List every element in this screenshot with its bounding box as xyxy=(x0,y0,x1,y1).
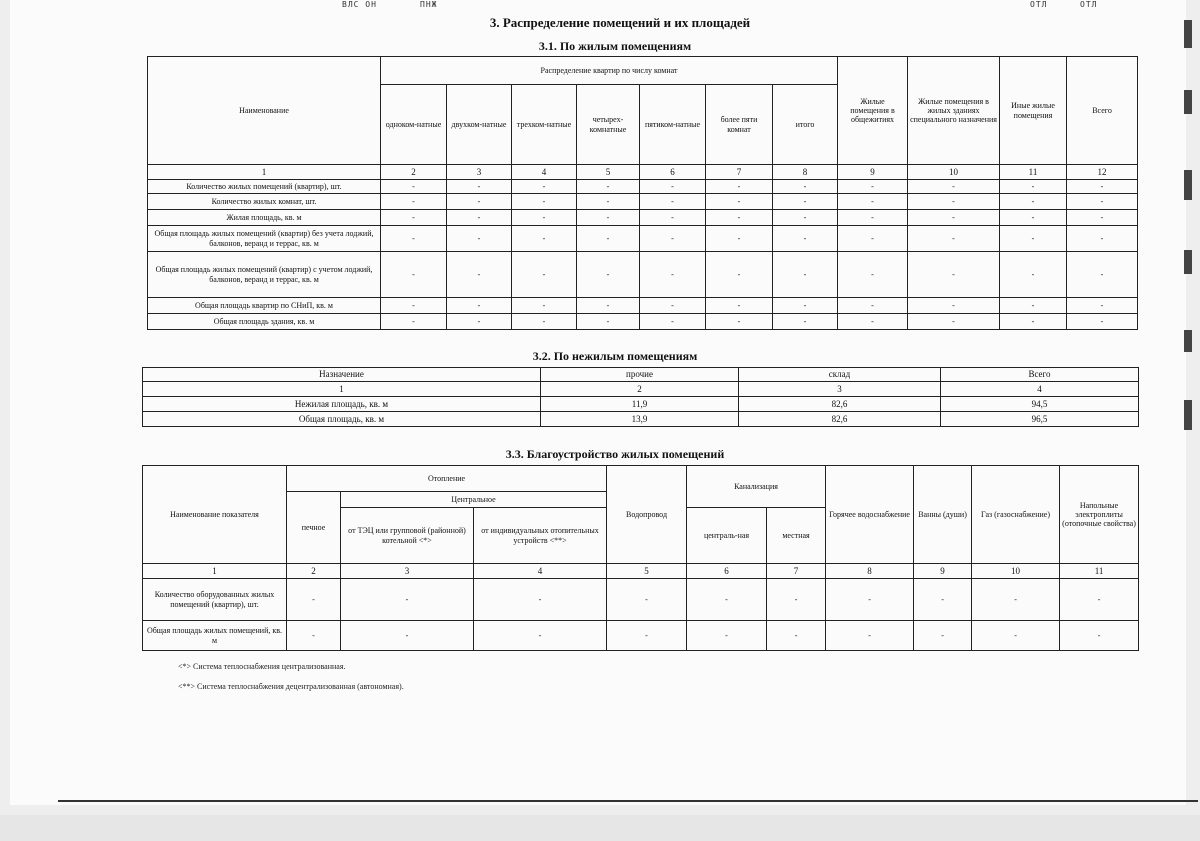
footnote: <*> Система теплоснабжения централизованная. xyxy=(178,662,346,671)
header-rooms-total: итого xyxy=(773,85,838,165)
header-storage: склад xyxy=(739,368,941,382)
table-cell: - xyxy=(773,314,838,330)
table-cell: - xyxy=(838,194,908,210)
bottom-rule xyxy=(58,800,1198,802)
scan-edge-mark xyxy=(1184,400,1192,430)
column-number: 8 xyxy=(773,165,838,180)
row-label: Общая площадь здания, кв. м xyxy=(148,314,381,330)
table-cell: - xyxy=(640,210,706,226)
table-cell: - xyxy=(838,226,908,252)
table-cell: - xyxy=(914,579,972,621)
header-rooms-4: четырех-комнатные xyxy=(577,85,640,165)
header-rooms-1: одноком-натные xyxy=(381,85,447,165)
column-number: 7 xyxy=(706,165,773,180)
header-total: Всего xyxy=(1067,57,1138,165)
top-mark: ПНЖ xyxy=(420,0,438,9)
table-cell: - xyxy=(381,194,447,210)
table-row xyxy=(148,298,1138,314)
table-cell: - xyxy=(474,579,607,621)
table-cell: - xyxy=(447,226,512,252)
header-social: Жилые помещения в жилых зданиях специального назначения xyxy=(908,57,1000,165)
row-label: Общая площадь жилых помещений (квартир) без учета лоджий, балконов, веранд и террас, кв. м xyxy=(148,226,381,252)
footnote: <**> Система теплоснабжения децентрализованная (автономная). xyxy=(178,682,404,691)
top-mark: ОТЛ xyxy=(1080,0,1098,9)
row-label: Нежилая площадь, кв. м xyxy=(143,397,541,412)
table-cell: - xyxy=(381,298,447,314)
table-cell: - xyxy=(577,314,640,330)
row-label: Жилая площадь, кв. м xyxy=(148,210,381,226)
column-number: 8 xyxy=(826,564,914,579)
table-cell: - xyxy=(826,621,914,651)
top-mark: ОТЛ xyxy=(1030,0,1048,9)
table-cell: - xyxy=(577,194,640,210)
table-cell: - xyxy=(826,579,914,621)
header-other: Иные жилые помещения xyxy=(1000,57,1067,165)
scan-edge-mark xyxy=(1184,90,1192,114)
header-rooms-5: пятиком-натные xyxy=(640,85,706,165)
header-other: прочие xyxy=(541,368,739,382)
table-cell: - xyxy=(512,314,577,330)
table-cell: - xyxy=(972,579,1060,621)
table-cell: - xyxy=(640,314,706,330)
table-cell: - xyxy=(577,252,640,298)
table-cell: - xyxy=(908,252,1000,298)
table-cell: - xyxy=(706,210,773,226)
table-row xyxy=(148,194,1138,210)
table-cell: - xyxy=(838,298,908,314)
header-water: Водопровод xyxy=(607,466,687,564)
header-sewer-local: местная xyxy=(767,508,826,564)
table-cell: - xyxy=(447,194,512,210)
column-number: 12 xyxy=(1067,165,1138,180)
table-cell: - xyxy=(773,194,838,210)
table-cell: - xyxy=(577,180,640,194)
table-row xyxy=(148,252,1138,298)
header-purpose: Назначение xyxy=(143,368,541,382)
table-cell: - xyxy=(838,180,908,194)
table-cell: - xyxy=(773,226,838,252)
table-row xyxy=(148,226,1138,252)
column-number: 2 xyxy=(541,382,739,397)
table-row xyxy=(143,579,1139,621)
table-cell: - xyxy=(512,194,577,210)
column-number: 1 xyxy=(143,382,541,397)
table-cell: - xyxy=(640,180,706,194)
row-label: Количество жилых комнат, шт. xyxy=(148,194,381,210)
header-sewer: Канализация xyxy=(687,466,826,508)
header-stove: печное xyxy=(287,492,341,564)
column-number: 10 xyxy=(972,564,1060,579)
column-number: 9 xyxy=(838,165,908,180)
table-cell: - xyxy=(381,252,447,298)
table-cell: - xyxy=(908,180,1000,194)
header-heating: Отопление xyxy=(287,466,607,492)
column-number: 3 xyxy=(447,165,512,180)
table-cell: - xyxy=(607,579,687,621)
scan-edge-mark xyxy=(1184,170,1192,200)
header-rooms-2: двухком-натные xyxy=(447,85,512,165)
header-electric: Напольные электроплиты (отопочные свойства) xyxy=(1060,466,1139,564)
table-cell: - xyxy=(474,621,607,651)
column-number: 9 xyxy=(914,564,972,579)
section-title-3-3: 3.3. Благоустройство жилых помещений xyxy=(505,447,725,461)
table-row xyxy=(148,314,1138,330)
table-cell: - xyxy=(447,252,512,298)
table-cell: - xyxy=(908,298,1000,314)
table-cell: - xyxy=(687,579,767,621)
table-cell: - xyxy=(838,252,908,298)
table-cell: - xyxy=(706,298,773,314)
table-cell: - xyxy=(773,180,838,194)
scan-edge-mark xyxy=(1184,20,1192,48)
table-cell: - xyxy=(577,298,640,314)
table-cell: - xyxy=(773,252,838,298)
table-cell: - xyxy=(773,210,838,226)
header-rooms-more: более пяти комнат xyxy=(706,85,773,165)
header-individual: от индивидуальных отопительных устройств <**> xyxy=(474,508,607,564)
table-cell: - xyxy=(706,226,773,252)
table-cell: - xyxy=(1000,252,1067,298)
table-cell: - xyxy=(908,314,1000,330)
column-number: 4 xyxy=(512,165,577,180)
living-premises-table xyxy=(147,56,1138,330)
table-cell: - xyxy=(381,314,447,330)
header-hot-water: Горячее водоснабжение xyxy=(826,466,914,564)
table-cell: - xyxy=(972,621,1060,651)
row-label: Общая площадь жилых помещений, кв. м xyxy=(143,621,287,651)
column-number: 6 xyxy=(687,564,767,579)
amenities-table xyxy=(142,465,1139,651)
table-cell: - xyxy=(1000,210,1067,226)
header-from-tec: от ТЭЦ или групповой (районной) котельной <*> xyxy=(341,508,474,564)
table-cell: - xyxy=(1060,579,1139,621)
header-indicator: Наименование показателя xyxy=(143,466,287,564)
table-cell: - xyxy=(577,226,640,252)
table-cell: - xyxy=(512,252,577,298)
table-cell: - xyxy=(1060,621,1139,651)
table-cell: - xyxy=(341,621,474,651)
table-cell: - xyxy=(512,298,577,314)
table-cell: - xyxy=(640,298,706,314)
table-cell: - xyxy=(767,579,826,621)
table-cell: - xyxy=(640,252,706,298)
table-cell: - xyxy=(512,180,577,194)
table-cell: - xyxy=(706,180,773,194)
column-number: 1 xyxy=(143,564,287,579)
table-cell: - xyxy=(640,194,706,210)
table-cell: 94,5 xyxy=(941,397,1139,412)
table-cell: - xyxy=(706,314,773,330)
header-name: Наименование xyxy=(148,57,381,165)
table-cell: - xyxy=(447,180,512,194)
table-cell: 82,6 xyxy=(739,397,941,412)
column-number: 5 xyxy=(607,564,687,579)
table-cell: - xyxy=(838,210,908,226)
table-row xyxy=(143,397,1139,412)
table-cell: - xyxy=(1000,180,1067,194)
table-cell: - xyxy=(1067,298,1138,314)
header-rooms-3: трехком-натные xyxy=(512,85,577,165)
column-number: 3 xyxy=(341,564,474,579)
table-cell: - xyxy=(287,621,341,651)
row-label: Количество жилых помещений (квартир), шт. xyxy=(148,180,381,194)
table-cell: - xyxy=(341,579,474,621)
table-row xyxy=(143,621,1139,651)
table-cell: - xyxy=(287,579,341,621)
section-title-3-2: 3.2. По нежилым помещениям xyxy=(532,349,698,363)
scan-edge-mark xyxy=(1184,250,1192,274)
table-cell: - xyxy=(773,298,838,314)
table-cell: - xyxy=(1067,180,1138,194)
column-number: 4 xyxy=(941,382,1139,397)
column-number: 10 xyxy=(908,165,1000,180)
table-cell: - xyxy=(908,194,1000,210)
table-cell: - xyxy=(914,621,972,651)
table-cell: - xyxy=(838,314,908,330)
column-number: 11 xyxy=(1060,564,1139,579)
non-living-premises-table xyxy=(142,367,1139,427)
document-title: 3. Распределение помещений и их площадей xyxy=(489,15,751,30)
column-number: 1 xyxy=(148,165,381,180)
header-baths: Ванны (души) xyxy=(914,466,972,564)
table-cell: - xyxy=(447,210,512,226)
header-central: Центральное xyxy=(341,492,607,508)
table-cell: - xyxy=(512,226,577,252)
section-title-3-1: 3.1. По жилым помещениям xyxy=(538,39,692,53)
table-row xyxy=(148,180,1138,194)
column-number: 2 xyxy=(381,165,447,180)
table-cell: - xyxy=(447,298,512,314)
table-cell: - xyxy=(1067,210,1138,226)
table-cell: - xyxy=(706,252,773,298)
table-cell: - xyxy=(908,226,1000,252)
table-cell: - xyxy=(447,314,512,330)
table-row xyxy=(148,210,1138,226)
scan-edge-mark xyxy=(1184,330,1192,352)
column-number: 7 xyxy=(767,564,826,579)
table-cell: - xyxy=(1067,252,1138,298)
row-label: Общая площадь квартир по СНиП, кв. м xyxy=(148,298,381,314)
header-room-distribution: Распределение квартир по числу комнат xyxy=(381,57,838,85)
top-mark: ВЛС ОН xyxy=(342,0,377,9)
table-cell: - xyxy=(381,226,447,252)
table-cell: - xyxy=(512,210,577,226)
table-cell: - xyxy=(908,210,1000,226)
table-row xyxy=(143,412,1139,427)
table-cell: - xyxy=(1000,226,1067,252)
table-cell: - xyxy=(687,621,767,651)
table-cell: - xyxy=(706,194,773,210)
column-number: 4 xyxy=(474,564,607,579)
table-cell: - xyxy=(640,226,706,252)
table-cell: - xyxy=(381,180,447,194)
table-cell: - xyxy=(607,621,687,651)
table-cell: 96,5 xyxy=(941,412,1139,427)
table-cell: 82,6 xyxy=(739,412,941,427)
header-gas: Газ (газоснабжение) xyxy=(972,466,1060,564)
row-label: Количество оборудованных жилых помещений (квартир), шт. xyxy=(143,579,287,621)
scan-bottom-strip xyxy=(0,815,1200,841)
table-cell: - xyxy=(1000,194,1067,210)
table-cell: - xyxy=(1067,314,1138,330)
table-cell: - xyxy=(1000,314,1067,330)
table-cell: - xyxy=(767,621,826,651)
header-total: Всего xyxy=(941,368,1139,382)
table-cell: 11,9 xyxy=(541,397,739,412)
table-cell: - xyxy=(577,210,640,226)
table-cell: - xyxy=(1067,226,1138,252)
row-label: Общая площадь жилых помещений (квартир) с учетом лоджий, балконов, веранд и террас, кв. м xyxy=(148,252,381,298)
table-cell: - xyxy=(1067,194,1138,210)
table-cell: 13,9 xyxy=(541,412,739,427)
column-number: 6 xyxy=(640,165,706,180)
row-label: Общая площадь, кв. м xyxy=(143,412,541,427)
table-cell: - xyxy=(381,210,447,226)
column-number: 5 xyxy=(577,165,640,180)
header-dorm: Жилые помещения в общежитиях xyxy=(838,57,908,165)
column-number: 3 xyxy=(739,382,941,397)
table-cell: - xyxy=(1000,298,1067,314)
header-sewer-central: централь-ная xyxy=(687,508,767,564)
column-number: 11 xyxy=(1000,165,1067,180)
column-number: 2 xyxy=(287,564,341,579)
